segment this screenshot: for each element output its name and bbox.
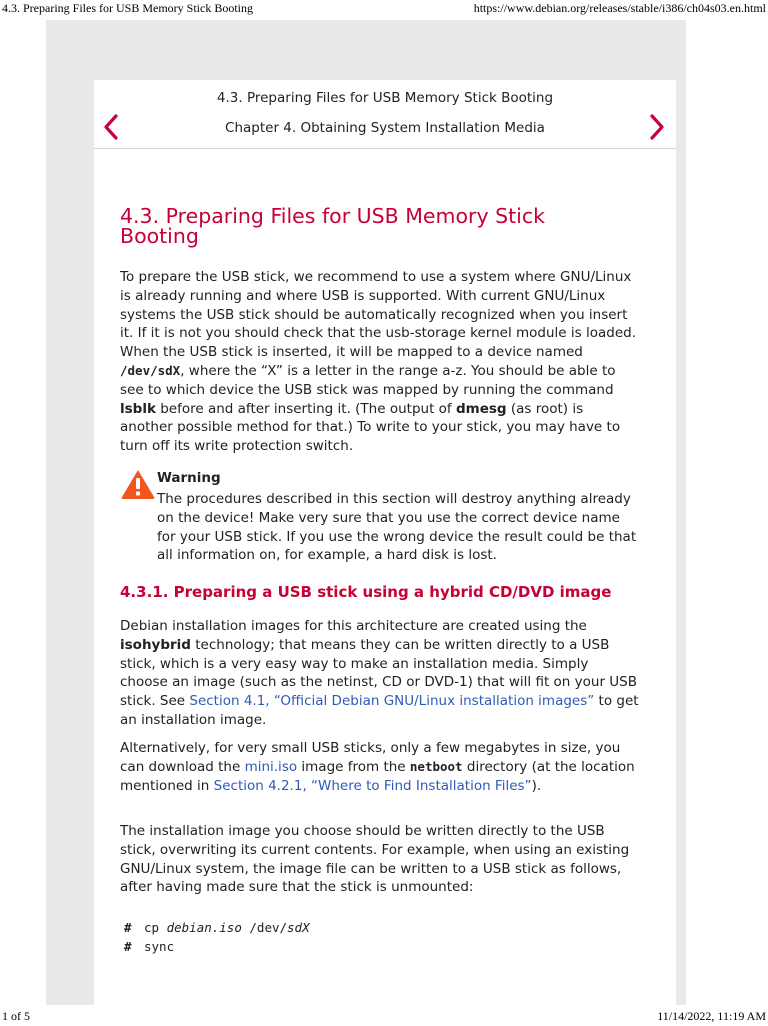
iso-filename: debian.iso	[166, 920, 242, 935]
nav-section-title: 4.3. Preparing Files for USB Memory Stick Booting	[216, 90, 554, 106]
intro-text-1: To prepare the USB stick, we recommend to use a system where GNU/Linux is already running and where USB is supported. With current GNU/Linux systems the USB stick should be automatically recognized when you insert it. If it is not you should check that the usb-storage kernel module is loaded. When the USB stick is inserted, it will be mapped to a device named	[120, 269, 636, 361]
isohybrid-text-2: technology; that means they can be written directly to a USB stick, which is a very easy way to make an installation media. Simply choose an image (such as the netinst, CD or DVD-1) that will fit on your USB stick. See	[120, 636, 637, 710]
sync-command: sync	[144, 939, 175, 954]
print-page-number: 1 of 5	[2, 1009, 30, 1023]
command-listing	[120, 918, 640, 956]
code-line	[120, 937, 640, 956]
warning-triangle-icon	[120, 468, 156, 500]
intro-text-3: before and after inserting it. (The output of	[155, 400, 456, 417]
cp-command: cp	[144, 920, 160, 935]
chevron-left-icon	[100, 110, 122, 144]
mini-text-1: Alternatively, for very small USB sticks, only a few megabytes in size, you can download the	[120, 740, 621, 775]
netboot-directory: netboot	[409, 758, 463, 774]
mini-text-4: ).	[531, 777, 542, 794]
print-datetime: 11/14/2022, 11:19 AM	[657, 1009, 766, 1023]
warning-title: Warning	[157, 470, 221, 486]
mini-text-3: directory (at the location mentioned in	[120, 758, 635, 794]
intro-text-2: , where the “X” is a letter in the range a-z. You should be able to see to which device the USB stick was mapped by running the command	[120, 362, 616, 398]
prev-page-button[interactable]	[100, 110, 122, 144]
section-heading-line2: Booting	[120, 224, 199, 248]
print-footer	[0, 1008, 768, 1026]
next-page-button[interactable]	[646, 110, 668, 144]
mini-iso-link[interactable]: mini.iso	[244, 758, 298, 775]
mini-iso-paragraph	[120, 739, 640, 795]
nav-divider	[94, 148, 676, 149]
isohybrid-text-3: to get an installation image.	[120, 693, 639, 728]
root-prompt: #	[124, 920, 132, 935]
device-path: /dev/sdX	[120, 362, 181, 378]
installation-files-link[interactable]: Section 4.2.1, “Where to Find Installation Files”	[213, 777, 532, 794]
chevron-right-icon	[646, 110, 668, 144]
mini-text-2: image from the	[297, 758, 410, 775]
subsection-heading: 4.3.1. Preparing a USB stick using a hybrid CD/DVD image	[120, 583, 612, 601]
write-image-paragraph: The installation image you choose should be written directly to the USB stick, overwriting its current contents. For example, when using an existing GNU/Linux system, the image file can be written to a USB stick as follows, after having made sure that the stick is unmounted:	[120, 823, 630, 896]
nav-chapter-title[interactable]: Chapter 4. Obtaining System Installation Media	[225, 120, 545, 136]
warning-box	[120, 466, 640, 566]
document-page	[94, 80, 676, 1005]
root-prompt: #	[124, 939, 132, 954]
navigation-header	[94, 80, 676, 148]
isohybrid-paragraph	[120, 617, 640, 730]
warning-text: The procedures described in this section will destroy anything already on the device! Make very sure that you use the correct device name for your USB stick. If you use the wrong device the result could be that all information on, for example, a hard disk is lost.	[157, 491, 637, 564]
isohybrid-text-1: Debian installation images for this architecture are created using the	[120, 618, 587, 634]
lsblk-command: lsblk	[120, 400, 156, 417]
dmesg-command: dmesg	[455, 400, 507, 417]
isohybrid-term: isohybrid	[120, 636, 191, 653]
intro-paragraph	[120, 268, 640, 456]
section-heading	[120, 206, 640, 246]
print-page-url: https://www.debian.org/releases/stable/i386/ch04s03.en.html	[473, 1, 766, 15]
device-prefix: /dev/	[249, 920, 288, 935]
section-heading-line1: 4.3. Preparing Files for USB Memory Stick	[120, 204, 546, 228]
code-line	[120, 918, 640, 937]
intro-text-4: (as root) is another possible method for that.) To write to your stick, you may have to turn off its write protection switch.	[120, 400, 621, 455]
print-page-title: 4.3. Preparing Files for USB Memory Stick Booting	[2, 1, 253, 15]
print-header	[0, 0, 768, 18]
device-variable: sdX	[287, 920, 310, 935]
official-images-link[interactable]: Section 4.1, “Official Debian GNU/Linux installation images”	[189, 693, 595, 710]
